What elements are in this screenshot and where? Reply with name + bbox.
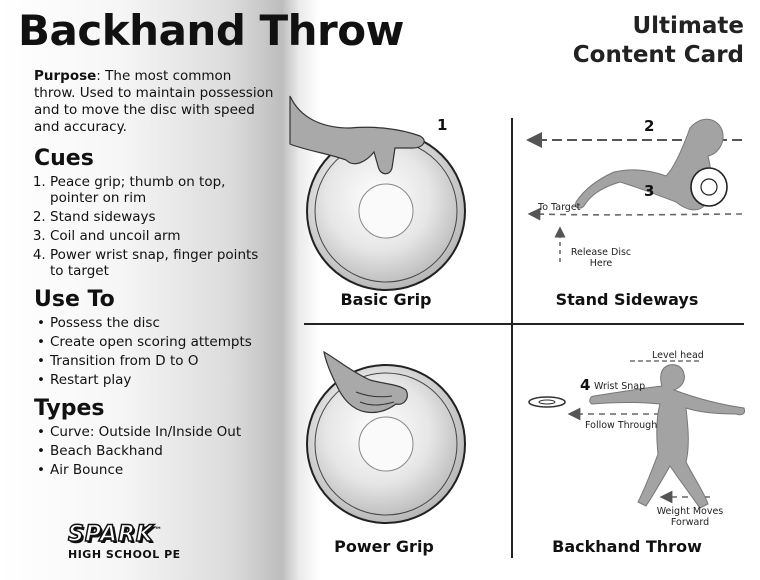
purpose-label: Purpose <box>34 68 97 84</box>
release-disc-label: Release Disc Here <box>570 247 632 269</box>
use-to-item: • Restart play <box>50 372 274 388</box>
card-label-line2: Content Card <box>572 42 744 68</box>
arrow-to-target <box>534 214 742 215</box>
cue-item: 1. Peace grip; thumb on top, pointer on rim <box>50 174 274 206</box>
card-label-line1: Ultimate <box>632 13 744 39</box>
step-number-2: 2 <box>644 117 655 135</box>
basic-grip-label: Basic Grip <box>340 290 432 309</box>
use-to-item: • Transition from D to O <box>50 353 274 369</box>
to-target-label: To Target <box>538 202 581 213</box>
backhand-throw-label: Backhand Throw <box>552 537 702 556</box>
disc-held-icon <box>691 168 727 206</box>
weight-moves-label: Weight Moves Forward <box>656 506 724 528</box>
level-head-label: Level head <box>652 350 704 361</box>
use-to-item: • Possess the disc <box>50 315 274 331</box>
cue-item: 3. Coil and uncoil arm <box>50 228 274 244</box>
cue-item: 4. Power wrist snap, finger points to target <box>50 247 274 279</box>
types-item: • Curve: Outside In/Inside Out <box>50 424 274 440</box>
disc-center <box>359 417 413 471</box>
power-grip-label: Power Grip <box>334 537 434 556</box>
use-to-heading: Use To <box>34 287 115 312</box>
step-number-1: 1 <box>437 116 448 134</box>
cues-heading: Cues <box>34 146 94 171</box>
purpose-body: : The most common throw. Used to maintain possession and to move the disc with speed and accuracy. <box>34 68 274 135</box>
step-number-3: 3 <box>644 182 655 200</box>
types-heading: Types <box>34 396 105 421</box>
power-grip-illustration <box>307 352 465 523</box>
disc-center <box>359 184 413 238</box>
types-item: • Air Bounce <box>50 462 274 478</box>
follow-through-label: Follow Through <box>585 420 658 431</box>
types-item: • Beach Backhand <box>50 443 274 459</box>
spark-logo-text: SPARK <box>68 522 154 547</box>
stand-sideways-illustration <box>534 119 742 262</box>
use-to-item: • Create open scoring attempts <box>50 334 274 350</box>
cue-item: 2. Stand sideways <box>50 209 274 225</box>
wrist-snap-label: Wrist Snap <box>594 381 646 392</box>
step-number-4: 4 <box>580 376 591 394</box>
trademark-mark: ™ <box>153 525 163 535</box>
released-disc-center <box>539 400 555 404</box>
released-disc-icon <box>529 397 565 407</box>
page-title: Backhand Throw <box>18 6 404 55</box>
stand-sideways-label: Stand Sideways <box>555 290 699 309</box>
spark-logo-subtitle: HIGH SCHOOL PE <box>68 548 181 561</box>
